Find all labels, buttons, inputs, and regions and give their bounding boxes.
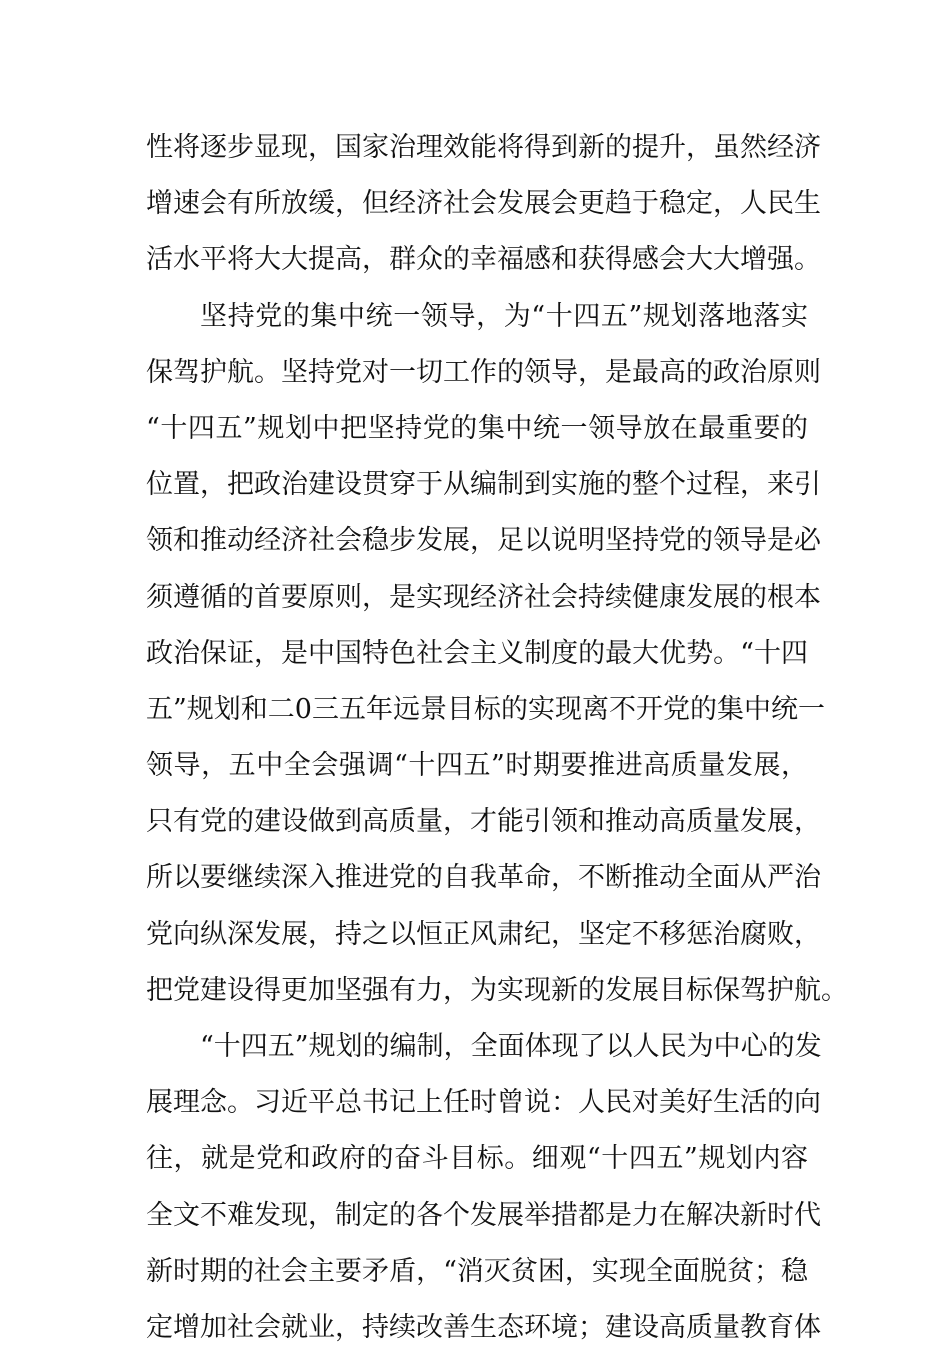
text-line: 领和推动经济社会稳步发展，足以说明坚持党的领导是必 [146, 525, 821, 557]
text-line: 活水平将大大提高，群众的幸福感和获得感会大大增强。 [146, 244, 821, 276]
text-line: 位置，把政治建设贯穿于从编制到实施的整个过程，来引 [146, 469, 821, 501]
text-line: 定增加社会就业，持续改善生态环境；建设高质量教育体 [146, 1311, 821, 1343]
text-line: 党向纵深发展，持之以恒正风肃纪，坚定不移惩治腐败， [146, 918, 821, 950]
text-line: “十四五”规划中把坚持党的集中统一领导放在最重要的 [146, 412, 808, 444]
text-line: “十四五”规划的编制，全面体现了以人民为中心的发 [200, 1031, 822, 1062]
paragraph-1 [146, 120, 821, 289]
text-line: 保驾护航。坚持党对一切工作的领导，是最高的政治原则 [146, 356, 821, 388]
text-line: 政治保证，是中国特色社会主义制度的最大优势。“十四 [146, 637, 808, 669]
text-line: 须遵循的首要原则，是实现经济社会持续健康发展的根本 [146, 581, 821, 613]
text-line: 所以要继续深入推进党的自我革命，不断推动全面从严治 [146, 862, 821, 894]
text-line: 新时期的社会主要矛盾，“消灭贫困，实现全面脱贫；稳 [146, 1255, 808, 1287]
text-line: 坚持党的集中统一领导，为“十四五”规划落地落实 [200, 300, 808, 332]
text-line: 五”规划和二0三五年远景目标的实现离不开党的集中统一 [146, 693, 825, 725]
text-line: 把党建设得更加坚强有力，为实现新的发展目标保驾护航。 [146, 974, 848, 1006]
text-line: 全文不难发现，制定的各个发展举措都是力在解决新时代 [146, 1199, 821, 1231]
text-line: 展理念。习近平总书记上任时曾说：人民对美好生活的向 [146, 1087, 821, 1119]
paragraph-3 [146, 1019, 822, 1356]
text-line: 性将逐步显现，国家治理效能将得到新的提升，虽然经济 [146, 132, 821, 163]
text-line: 领导，五中全会强调“十四五”时期要推进高质量发展， [146, 750, 808, 782]
document-body [146, 120, 848, 1356]
text-line: 只有党的建设做到高质量，才能引领和推动高质量发展， [146, 806, 821, 838]
text-line: 增速会有所放缓，但经济社会发展会更趋于稳定，人民生 [146, 188, 821, 220]
text-line: 往，就是党和政府的奋斗目标。细观“十四五”规划内容 [146, 1143, 808, 1175]
paragraph-2 [146, 289, 848, 1019]
